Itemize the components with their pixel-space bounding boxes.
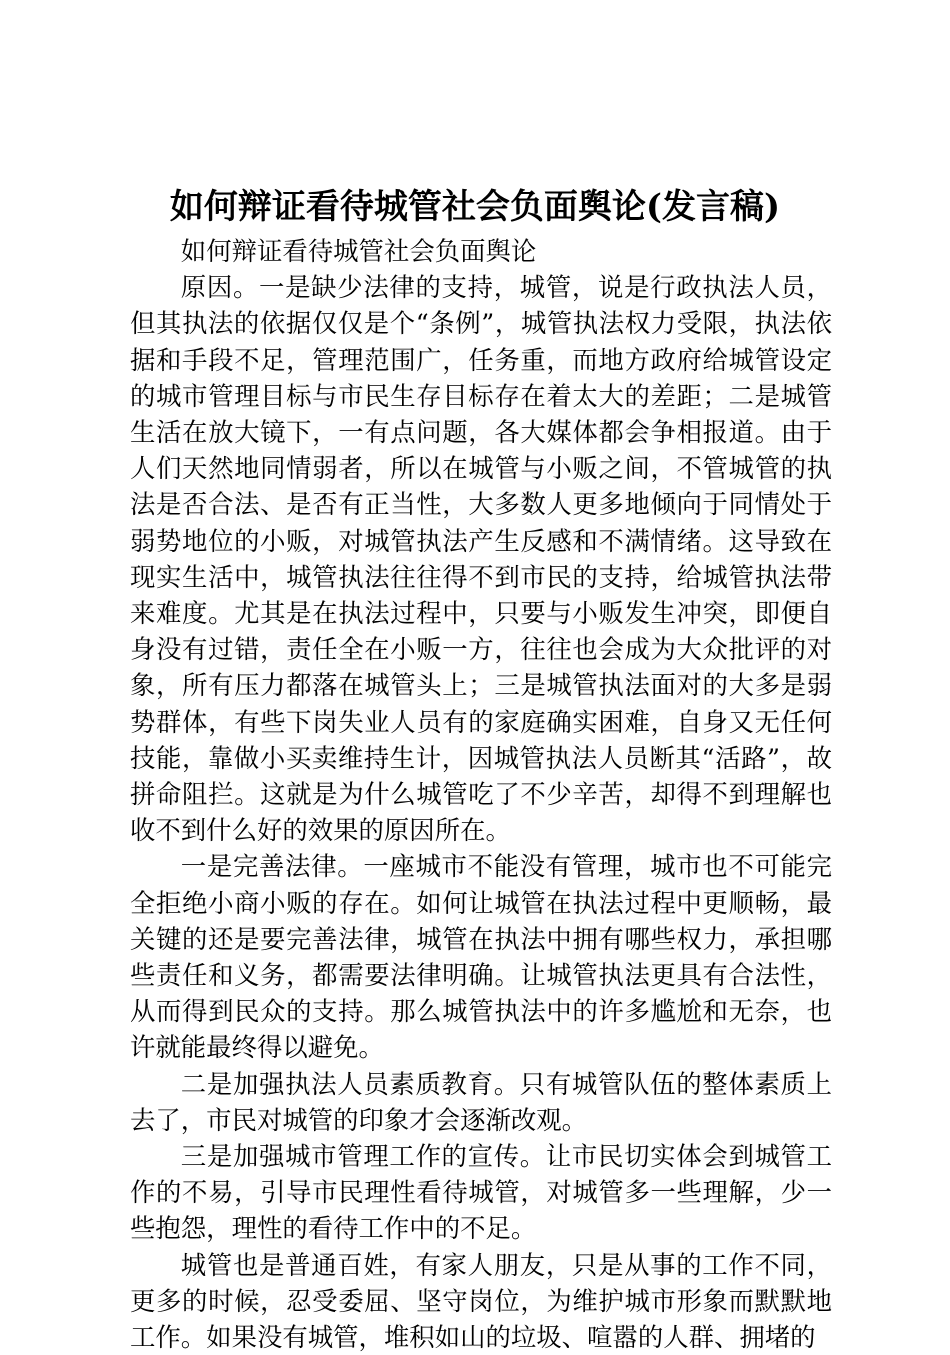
body-paragraph: 原因。一是缺少法律的支持，城管，说是行政执法人员，但其执法的依据仅仅是个“条例”，城管执法权力受限，执法依据和手段不足，管理范围广，任务重，而地方政府给城管设定的城市管理目标与市民生存目标存在着太大的差距；二是城管生活在放大镜下，一有点问题，各大媒体都会争相报道。由于人们天然地同情弱者，所以在城管与小贩之间，不管城管的执法是否合法、是否有正当性，大多数人更多地倾向于同情处于弱势地位的小贩，对城管执法产生反感和不满情绪。这导致在现实生活中，城管执法往往得不到市民的支持，给城管执法带来难度。尤其是在执法过程中，只要与小贩发生冲突，即便自身没有过错，责任全在小贩一方，往往也会成为大众批评的对象，所有压力都落在城管头上；三是城管执法面对的大多是弱势群体，有些下岗失业人员有的家庭确实困难，自身又无任何技能，靠做小买卖维持生计，因城管执法人员断其“活路”，故拼命阻拦。这就是为什么城管吃了不少辛苦，却得不到理解也收不到什么好的效果的原因所在。	[130, 272, 832, 846]
body-paragraph: 三是加强城市管理工作的宣传。让市民切实体会到城管工作的不易，引导市民理性看待城管，对城管多一些理解，少一些抱怨，理性的看待工作中的不足。	[130, 1141, 832, 1244]
body-paragraph: 二是加强执法人员素质教育。只有城管队伍的整体素质上去了，市民对城管的印象才会逐渐改观。	[130, 1068, 832, 1135]
document-title: 如何辩证看待城管社会负面舆论(发言稿)	[169, 187, 781, 227]
body-paragraph: 一是完善法律。一座城市不能没有管理，城市也不可能完全拒绝小商小贩的存在。如何让城管在执法过程中更顺畅，最关键的还是要完善法律，城管在执法中拥有哪些权力，承担哪些责任和义务，都需要法律明确。让城管执法更具有合法性，从而得到民众的支持。那么城管执法中的许多尴尬和无奈，也许就能最终得以避免。	[130, 851, 832, 1063]
document-body	[130, 233, 832, 1355]
body-paragraph: 城管也是普通百姓，有家人朋友，只是从事的工作不同，更多的时候，忍受委屈、坚守岗位，为维护城市形象而默默地工作。如果没有城管，堆积如山的垃圾、喧嚣的人群、拥堵的	[130, 1249, 832, 1353]
subtitle-paragraph: 如何辩证看待城管社会负面舆论	[180, 236, 537, 266]
